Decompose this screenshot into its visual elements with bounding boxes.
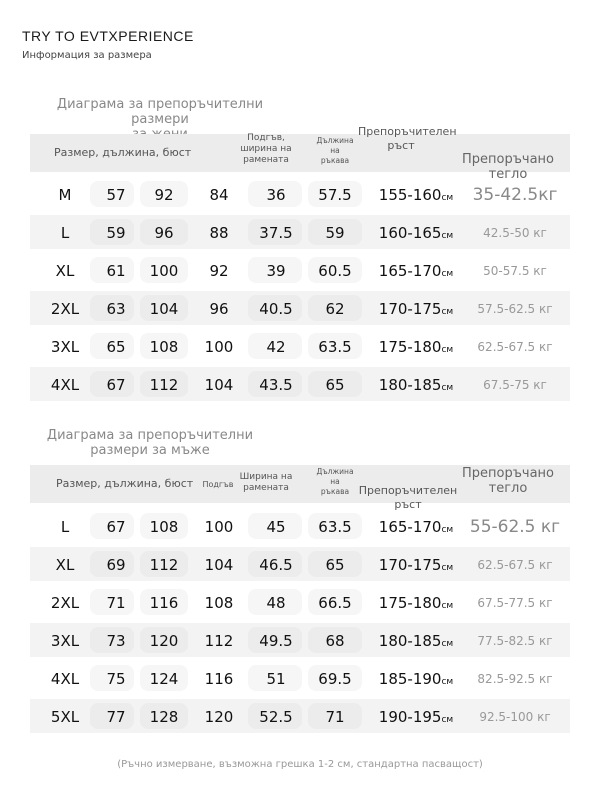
- cell-length: 59: [106, 224, 126, 242]
- table-row: [30, 367, 570, 401]
- cell-bust: 100: [149, 262, 179, 280]
- header-size-length-bust: Размер, дължина, бюст: [56, 477, 194, 490]
- cell-weight: 62.5-67.5 кг: [477, 558, 553, 572]
- cell-hem: 100: [204, 518, 234, 536]
- header-sleeve: [310, 467, 360, 497]
- cell-weight: 42.5-50 кг: [483, 226, 547, 240]
- cell-shoulder: 42: [266, 338, 286, 356]
- cell-height: [374, 632, 458, 650]
- cell-sleeve: 65: [325, 376, 345, 394]
- cell-height-value: 180-185: [378, 632, 442, 650]
- cell-height-unit: см: [441, 525, 454, 535]
- cell-hem: 96: [209, 300, 229, 318]
- cell-size: L: [60, 518, 70, 536]
- cell-sleeve: 69.5: [318, 670, 352, 688]
- table-row: [30, 699, 570, 733]
- cell-shoulder: 43.5: [259, 376, 293, 394]
- brand-title: TRY TO EVTXPERIENCE: [22, 28, 194, 44]
- cell-hem: 92: [209, 262, 229, 280]
- cell-shoulder: 40.5: [259, 300, 293, 318]
- header-shoulder: [234, 472, 298, 494]
- header-weight-l1: Препоръчано: [461, 152, 554, 167]
- cell-height-unit: см: [441, 345, 454, 355]
- cell-size: 2XL: [50, 300, 80, 318]
- cell-shoulder: 37.5: [259, 224, 293, 242]
- header-hem-shoulder: [230, 133, 302, 166]
- cell-sleeve: 68: [325, 632, 345, 650]
- cell-height: [374, 262, 458, 280]
- measurement-note: (Ръчно измерване, възможна грешка 1-2 см, стандартна пасващост): [117, 759, 483, 770]
- cell-height-unit: см: [441, 601, 454, 611]
- cell-size: 5XL: [50, 708, 80, 726]
- cell-bust: 112: [149, 376, 179, 394]
- cell-shoulder: 49.5: [259, 632, 293, 650]
- cell-shoulder: 36: [266, 186, 286, 204]
- header-height: [356, 484, 460, 512]
- table-row: [30, 585, 570, 619]
- cell-size: L: [60, 224, 70, 242]
- cell-length: 61: [106, 262, 126, 280]
- cell-sleeve: 66.5: [318, 594, 352, 612]
- cell-height: [374, 670, 458, 688]
- cell-size: 4XL: [50, 376, 80, 394]
- cell-size: XL: [55, 556, 75, 574]
- cell-sleeve: 63.5: [318, 518, 352, 536]
- men-title-line2: размери за мъже: [90, 443, 210, 458]
- cell-length: 67: [106, 376, 126, 394]
- cell-height: [374, 594, 458, 612]
- cell-hem: 108: [204, 594, 234, 612]
- cell-height: [374, 376, 458, 394]
- header-sleeve-l1: Дължина: [316, 136, 354, 145]
- cell-height-value: 170-175: [378, 300, 442, 318]
- header-height: [358, 125, 457, 153]
- cell-hem: 120: [204, 708, 234, 726]
- cell-shoulder: 46.5: [259, 556, 293, 574]
- header-sleeve-l1: Дължина: [316, 467, 354, 476]
- header-sleeve-l3: ръкава: [320, 156, 350, 165]
- cell-length: 75: [106, 670, 126, 688]
- cell-height-unit: см: [441, 383, 454, 393]
- cell-height: [374, 300, 458, 318]
- cell-sleeve: 57.5: [318, 186, 352, 204]
- cell-bust: 128: [149, 708, 179, 726]
- cell-length: 73: [106, 632, 126, 650]
- cell-shoulder: 39: [266, 262, 286, 280]
- cell-shoulder: 45: [266, 518, 286, 536]
- cell-height-unit: см: [441, 715, 454, 725]
- cell-height-unit: см: [441, 269, 454, 279]
- header-sleeve-l3: ръкава: [320, 487, 350, 496]
- cell-bust: 92: [154, 186, 174, 204]
- cell-sleeve: 59: [325, 224, 345, 242]
- page-subtitle: Информация за размера: [22, 50, 152, 61]
- cell-weight: 62.5-67.5 кг: [477, 340, 553, 354]
- cell-shoulder: 52.5: [259, 708, 293, 726]
- women-table-header: [30, 125, 570, 182]
- cell-size: M: [58, 186, 72, 204]
- cell-weight: 55-62.5 кг: [469, 517, 561, 537]
- cell-height-unit: см: [441, 563, 454, 573]
- cell-sleeve: 63.5: [318, 338, 352, 356]
- cell-bust: 96: [154, 224, 174, 242]
- cell-height-value: 180-185: [378, 376, 442, 394]
- cell-bust: 112: [149, 556, 179, 574]
- table-row: [30, 177, 570, 211]
- cell-height-value: 170-175: [378, 556, 442, 574]
- cell-weight: 35-42.5кг: [472, 185, 558, 205]
- header-height-l2: ръст: [387, 139, 415, 152]
- cell-height-unit: см: [441, 677, 454, 687]
- header-weight-l2: тегло: [488, 481, 528, 496]
- table-row: [30, 509, 570, 543]
- cell-height-value: 160-165: [378, 224, 442, 242]
- cell-bust: 120: [149, 632, 179, 650]
- cell-hem: 104: [204, 376, 234, 394]
- header-shoulder-l1: Ширина на: [239, 472, 293, 482]
- cell-height: [374, 186, 458, 204]
- header-hem: Подгъв: [202, 480, 234, 489]
- table-row: [30, 253, 570, 287]
- cell-size: 4XL: [50, 670, 80, 688]
- cell-bust: 108: [149, 338, 179, 356]
- table-row: [30, 623, 570, 657]
- cell-weight: 82.5-92.5 кг: [477, 672, 553, 686]
- table-row: [30, 215, 570, 249]
- cell-hem: 104: [204, 556, 234, 574]
- cell-bust: 116: [149, 594, 179, 612]
- table-row: [30, 661, 570, 695]
- header-sleeve: [310, 136, 360, 166]
- cell-hem: 116: [204, 670, 234, 688]
- cell-hem: 84: [209, 186, 229, 204]
- cell-height: [374, 556, 458, 574]
- cell-length: 69: [106, 556, 126, 574]
- cell-length: 63: [106, 300, 126, 318]
- cell-height: [374, 338, 458, 356]
- header-height-l1: Препоръчителен: [358, 484, 458, 497]
- cell-shoulder: 48: [266, 594, 286, 612]
- cell-height: [374, 518, 458, 536]
- cell-hem: 88: [209, 224, 229, 242]
- header-sleeve-l2: на: [330, 146, 340, 155]
- cell-height-unit: см: [441, 639, 454, 649]
- cell-size: 3XL: [50, 338, 80, 356]
- cell-sleeve: 71: [325, 708, 345, 726]
- cell-hem: 100: [204, 338, 234, 356]
- cell-weight: 92.5-100 кг: [479, 710, 551, 724]
- cell-height-unit: см: [441, 307, 454, 317]
- cell-length: 71: [106, 594, 126, 612]
- men-title-line1: Диаграма за препоръчителни: [46, 428, 254, 443]
- cell-sleeve: 62: [325, 300, 345, 318]
- cell-shoulder: 51: [266, 670, 286, 688]
- table-row: [30, 329, 570, 363]
- cell-sleeve: 65: [325, 556, 345, 574]
- header-weight-l2: тегло: [488, 167, 528, 182]
- header-height-l2: ръст: [394, 498, 422, 511]
- cell-size: 2XL: [50, 594, 80, 612]
- cell-size: XL: [55, 262, 75, 280]
- cell-bust: 104: [149, 300, 179, 318]
- cell-length: 77: [106, 708, 126, 726]
- table-row: [30, 291, 570, 325]
- cell-sleeve: 60.5: [318, 262, 352, 280]
- women-title-line1: Диаграма за препоръчителни размери: [56, 97, 264, 127]
- header-size-length-bust: Размер, дължина, бюст: [54, 146, 192, 159]
- cell-height-value: 165-170: [378, 518, 442, 536]
- cell-height-unit: см: [441, 193, 454, 203]
- cell-length: 57: [106, 186, 126, 204]
- cell-height-value: 165-170: [378, 262, 442, 280]
- cell-height: [374, 224, 458, 242]
- cell-weight: 77.5-82.5 кг: [477, 634, 553, 648]
- header-weight-l1: Препоръчано: [461, 466, 554, 481]
- cell-size: 3XL: [50, 632, 80, 650]
- cell-height-value: 190-195: [378, 708, 442, 726]
- cell-height-unit: см: [441, 231, 454, 241]
- cell-bust: 108: [149, 518, 179, 536]
- cell-weight: 67.5-77.5 кг: [477, 596, 553, 610]
- header-height-l1: Препоръчителен: [358, 125, 457, 138]
- table-row: [30, 547, 570, 581]
- header-weight: [452, 466, 564, 496]
- cell-weight: 50-57.5 кг: [483, 264, 547, 278]
- men-table-header: [30, 465, 570, 511]
- cell-height-value: 175-180: [378, 338, 442, 356]
- header-shoulder-l2: рамената: [243, 483, 289, 493]
- men-chart-title: [20, 428, 280, 458]
- cell-length: 65: [106, 338, 126, 356]
- cell-height-value: 185-190: [378, 670, 442, 688]
- cell-height-value: 155-160: [378, 186, 442, 204]
- header-hem-shoulder-l1: Подгъв,: [247, 133, 285, 143]
- header-hem-shoulder-l2: ширина на: [240, 144, 292, 154]
- cell-height-value: 175-180: [378, 594, 442, 612]
- cell-length: 67: [106, 518, 126, 536]
- header-hem-shoulder-l3: рамената: [243, 155, 289, 165]
- cell-bust: 124: [149, 670, 179, 688]
- cell-weight: 57.5-62.5 кг: [477, 302, 553, 316]
- cell-hem: 112: [204, 632, 234, 650]
- cell-height: [374, 708, 458, 726]
- cell-weight: 67.5-75 кг: [483, 378, 547, 392]
- header-sleeve-l2: на: [330, 477, 340, 486]
